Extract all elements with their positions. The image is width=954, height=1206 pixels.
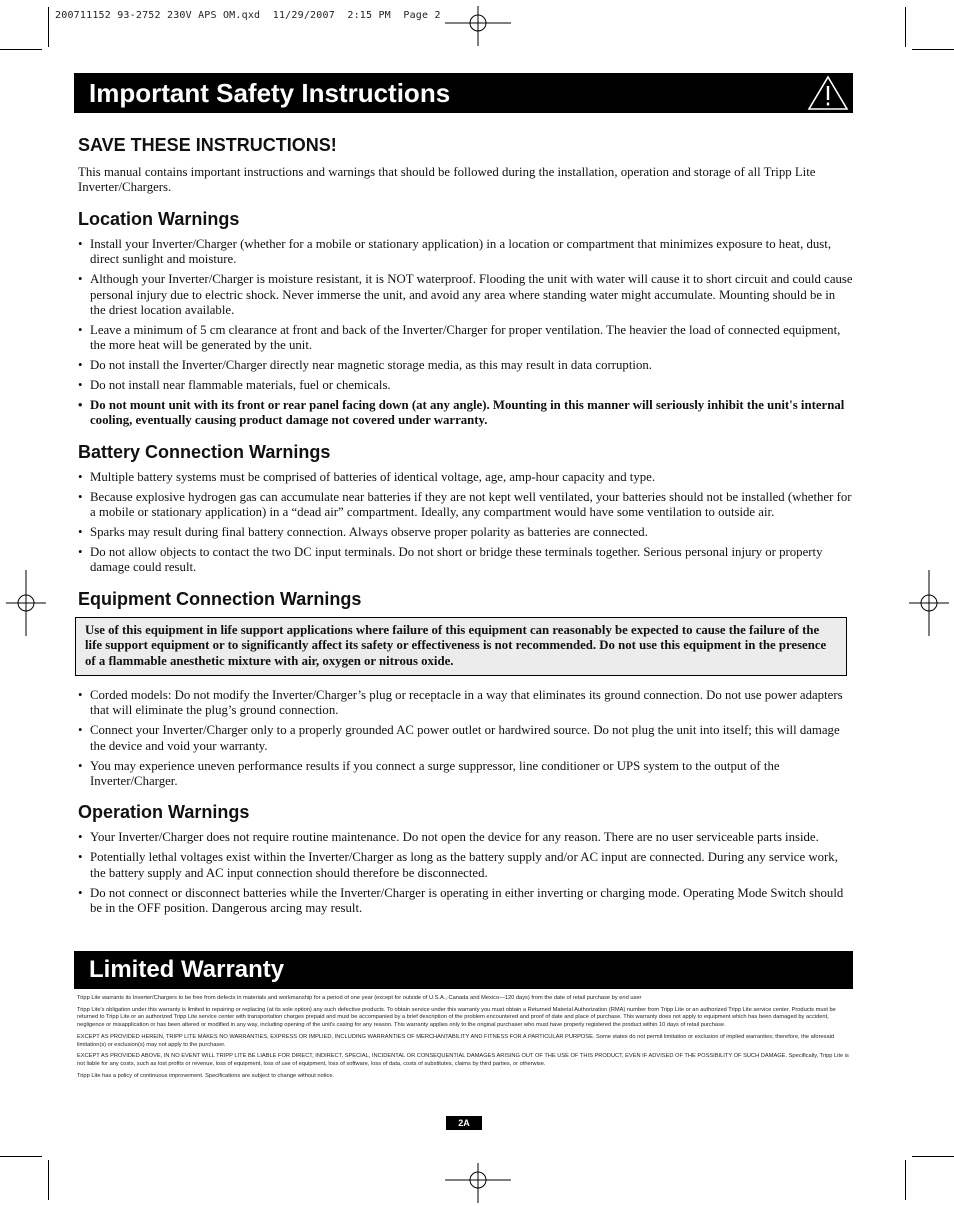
location-list bbox=[78, 237, 853, 429]
warranty-text bbox=[77, 995, 853, 1084]
warranty-paragraph: EXCEPT AS PROVIDED ABOVE, IN NO EVENT WILL TRIPP LITE BE LIABLE FOR DIRECT, INDIRECT, SPECIAL, INCIDENTAL OR CONSEQUENTIAL DAMAGES ARISING OUT OF THE USE OF THIS PRODUCT, EVEN IF ADVISED OF THE POSSIBILITY OF SUCH DAMAGE. Specifically, Tripp Lite is not liable for any costs, such as lost profits or revenue, loss of equipment, loss of use of equipment, loss of software, loss of data, costs of substitutes, claims by third parties, or otherwise. bbox=[77, 1053, 849, 1068]
crop-mark bbox=[912, 49, 954, 50]
list-item: • Do not allow objects to contact the two DC input terminals. Do not short or bridge these terminals together. Serious personal injury or property damage could result. bbox=[78, 545, 853, 576]
print-slug: 200711152 93-2752 230V APS OM.qxd 11/29/2007 2:15 PM Page 2 bbox=[55, 10, 441, 21]
registration-mark-icon bbox=[6, 570, 46, 636]
registration-mark-icon bbox=[445, 6, 511, 46]
warranty-paragraph: Tripp Lite has a policy of continuous improvement. Specifications are subject to change without notice. bbox=[77, 1072, 335, 1079]
warranty-paragraph: Tripp Lite warrants its Inverter/Chargers to be free from defects in materials and workmanship for a period of one year (except for outside of U.S.A., Canada and Mexico—120 days) from the date of retail purchase by end user bbox=[77, 995, 642, 1001]
registration-mark-icon bbox=[445, 1163, 511, 1203]
list-item: • Multiple battery systems must be comprised of batteries of identical voltage, age, amp-hour capacity and type. bbox=[78, 470, 853, 485]
equipment-list bbox=[78, 688, 853, 789]
list-item: • Do not install the Inverter/Charger directly near magnetic storage media, as this may result in data corruption. bbox=[78, 358, 853, 373]
battery-list bbox=[78, 470, 853, 576]
warning-triangle-icon bbox=[807, 75, 849, 111]
life-support-warning-box: Use of this equipment in life support applications where failure of this equipment can reasonably be expected to cause the failure of the life support equipment or to significantly affect its safety or effectiveness is not recommended. Do not use this equipment in the presence of a flammable anesthetic mixture with air, oxygen or nitrous oxide. bbox=[75, 617, 847, 676]
operation-heading: Operation Warnings bbox=[78, 802, 250, 823]
page-number: 2A bbox=[446, 1116, 482, 1130]
list-item: • Although your Inverter/Charger is moisture resistant, it is NOT waterproof. Flooding the unit with water will cause it to short circuit and could cause personal injury due to electric shock. Never immerse the unit, and avoid any area where standing water might accumulate. Mounting should be in the driest location available. bbox=[78, 272, 853, 318]
list-item: • Do not mount unit with its front or rear panel facing down (at any angle). Mounting in this manner will seriously inhibit the unit's internal cooling, eventually causing product damage not covered under warranty. bbox=[78, 398, 853, 429]
equipment-heading: Equipment Connection Warnings bbox=[78, 588, 362, 609]
crop-mark bbox=[0, 1156, 42, 1157]
warranty-paragraph: Tripp Lite's obligation under this warranty is limited to repairing or replacing (at its sole option) any such defective products. To obtain service under this warranty you must obtain a Returned Material Authorization (RMA) number from Tripp Lite or an authorized Tripp Lite service center. Products must be returned to Tripp Lite or an authorized Tripp Lite service center with transportation charges prepaid and must be accompanied by a brief description of the problem encountered and proof of date and place of purchase. This warranty does not apply to equipment which has been damaged by accident, negligence or misapplication or has been altered or modified in any way, including opening of the unit's casing for any reason. This warranty applies only to the original purchaser who must have properly registered the product within 10 days of retail purchase. bbox=[77, 1006, 836, 1029]
safety-banner bbox=[74, 73, 853, 113]
list-item: • Install your Inverter/Charger (whether for a mobile or stationary application) in a location or compartment that minimizes exposure to heat, dust, direct sunlight and moisture. bbox=[78, 237, 853, 268]
crop-mark bbox=[905, 7, 906, 47]
warranty-paragraph: EXCEPT AS PROVIDED HEREIN, TRIPP LITE MAKES NO WARRANTIES, EXPRESS OR IMPLIED, INCLUDING WARRANTIES OF MERCHANTABILITY AND FITNESS FOR A PARTICULAR PURPOSE. Some states do not permit limitation or exclusion of implied warranties; therefore, the aforesaid limitation(s) or exclusion(s) may not apply to the purchaser. bbox=[77, 1033, 835, 1048]
operation-list bbox=[78, 830, 853, 916]
safety-content bbox=[78, 134, 853, 928]
battery-heading: Battery Connection Warnings bbox=[78, 441, 331, 462]
list-item: • Potentially lethal voltages exist within the Inverter/Charger as long as the battery supply and/or AC input are connected. During any service work, the battery supply and AC input connection should therefore be disconnected. bbox=[78, 850, 853, 881]
warranty-title: Limited Warranty bbox=[89, 956, 285, 983]
list-item: • Connect your Inverter/Charger only to a properly grounded AC power outlet or hardwired source. Do not plug the unit into itself; this will damage the device and void your warranty. bbox=[78, 723, 853, 754]
intro-paragraph: This manual contains important instructions and warnings that should be followed during the installation, operation and storage of all Tripp Lite Inverter/Chargers. bbox=[78, 165, 816, 195]
list-item: • Do not connect or disconnect batteries while the Inverter/Charger is operating in either inverting or charging mode. Operating Mode Switch should be in the OFF position. Dangerous arcing may result. bbox=[78, 886, 853, 917]
crop-mark bbox=[48, 1160, 49, 1200]
list-item: • Your Inverter/Charger does not require routine maintenance. Do not open the device for any reason. There are no user serviceable parts inside. bbox=[78, 830, 853, 845]
list-item: • Because explosive hydrogen gas can accumulate near batteries if they are not kept well ventilated, your batteries should not be installed (whether for a mobile or stationary application) in a “dead air” compartment. Ideally, any compartment would have some ventilation to outside air. bbox=[78, 490, 853, 521]
crop-mark bbox=[0, 49, 42, 50]
save-heading: SAVE THESE INSTRUCTIONS! bbox=[78, 135, 337, 155]
crop-mark bbox=[48, 7, 49, 47]
list-item: • Do not install near flammable materials, fuel or chemicals. bbox=[78, 378, 853, 393]
list-item: • Sparks may result during final battery connection. Always observe proper polarity as batteries are connected. bbox=[78, 525, 853, 540]
list-item: • You may experience uneven performance results if you connect a surge suppressor, line conditioner or UPS system to the output of the Inverter/Charger. bbox=[78, 759, 853, 790]
location-heading: Location Warnings bbox=[78, 208, 240, 229]
registration-mark-icon bbox=[909, 570, 949, 636]
crop-mark bbox=[912, 1156, 954, 1157]
safety-title: Important Safety Instructions bbox=[89, 78, 451, 108]
list-item: • Leave a minimum of 5 cm clearance at front and back of the Inverter/Charger for proper ventilation. The heavier the load of connected equipment, the more heat will be generated by the unit. bbox=[78, 323, 853, 354]
crop-mark bbox=[905, 1160, 906, 1200]
list-item: • Corded models: Do not modify the Inverter/Charger’s plug or receptacle in a way that eliminates its ground connection. Do not use power adapters that will eliminate the plug’s ground connection. bbox=[78, 688, 853, 719]
warranty-banner bbox=[74, 951, 853, 989]
